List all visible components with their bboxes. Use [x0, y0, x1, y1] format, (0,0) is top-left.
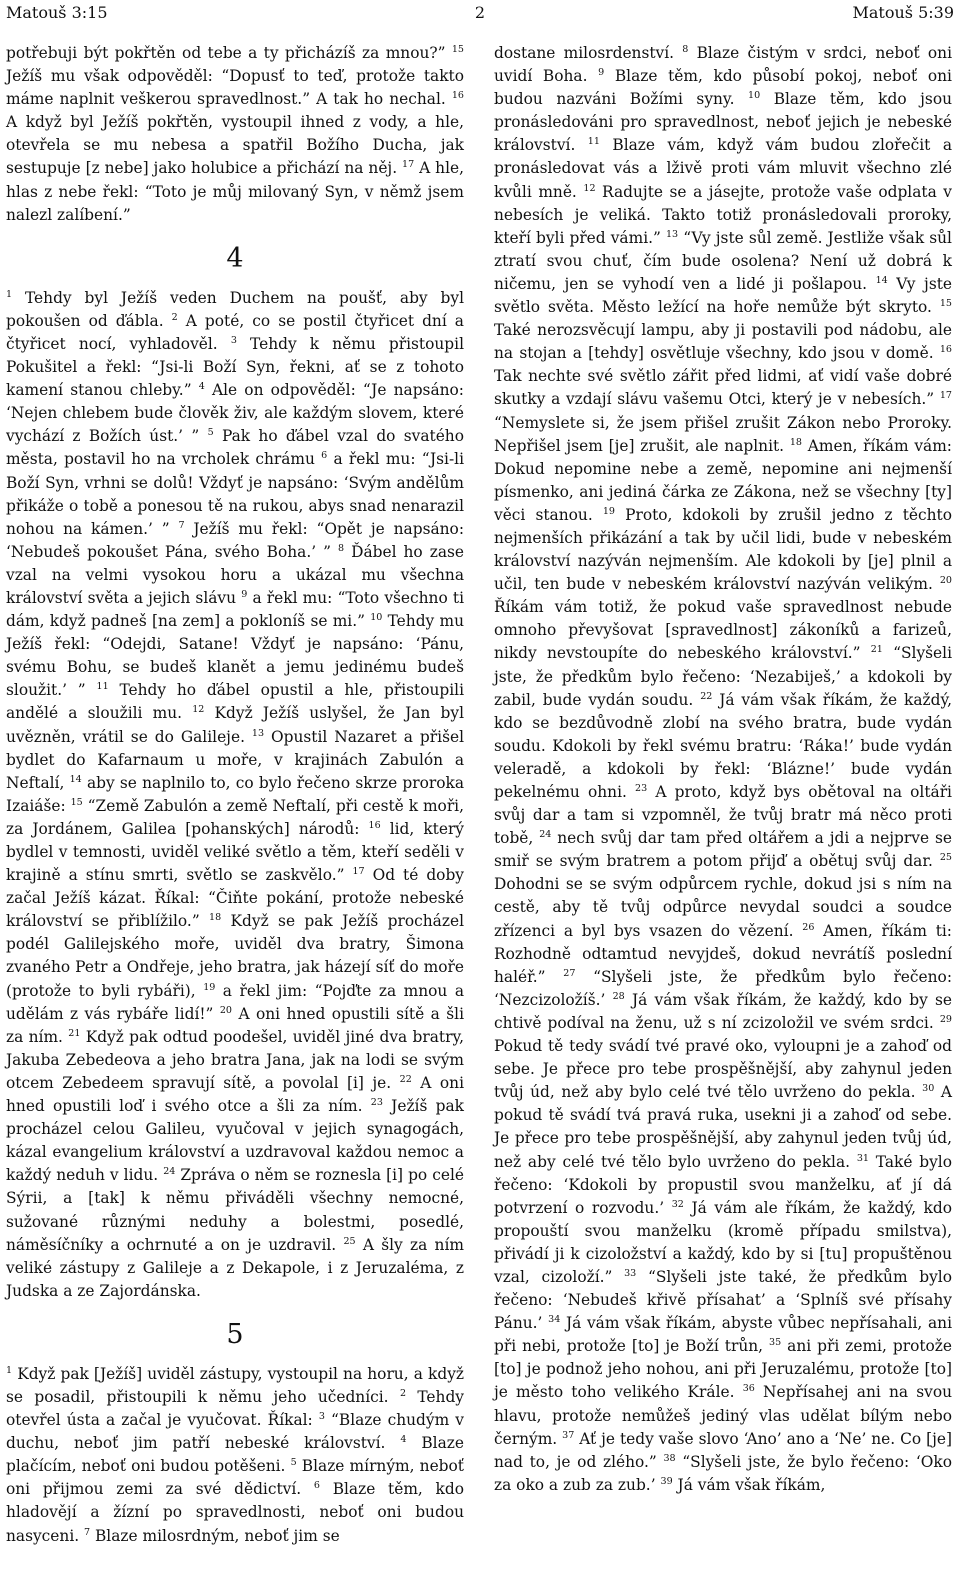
verse-text: Když pak odtud poodešel, uviděl jiné dva bratry, Jakuba Zebedeova a jeho bratra Jana, jak na lodi se svým otcem Zebedeem spravují sítě, a povolal [i] je. — [6, 1027, 464, 1092]
verse-text: “Země Zabulón a země Neftalí, při cestě k moři, za Jordánem, Galilea [pohanských] národů: — [6, 796, 464, 838]
paragraph-chapter-4 — [6, 287, 464, 1303]
verse-number: 10 — [748, 90, 761, 102]
verse-number: 5 — [207, 427, 214, 439]
verse-text: nech svůj dar tam před oltářem a jdi a nejprve se smiř se svým bratrem a potom přijď a obětuj svůj dar. — [494, 829, 952, 871]
verse-text: Blaze čistým v srdci, neboť oni uvidí Boha. — [494, 44, 952, 86]
verse-text: Zpráva o něm se roznesla [i] po celé Sýrii, a [tak] k němu přiváděli všechny nemocné, sužované různými neduhy a bolestmi, posedlé, náměsíčníky a ochrnuté a on je uzdravil. — [6, 1166, 464, 1254]
verse-number: 17 — [402, 159, 415, 171]
verse-number: 21 — [870, 644, 883, 656]
verse-number: 33 — [624, 1267, 637, 1279]
verse-text: Blaze mírným, neboť oni přijmou zemi za své dědictví. — [6, 1457, 464, 1499]
verse-text: “Blaze chudým v duchu, neboť jim patří nebeské království. — [6, 1411, 464, 1453]
verse-number: 24 — [163, 1166, 176, 1178]
verse-text: “Slyšeli jste, že bylo řečeno: ‘Oko za oko a zub za zub.’ — [494, 1452, 952, 1494]
verse-text: Blaze těm, kdo hladovějí a žízní po spravedlnosti, neboť oni budou nasyceni. — [6, 1480, 464, 1545]
verse-text: Já vám však říkám, že každý, kdo by se chtivě podíval na ženu, už s ní zcizoložil ve svém srdci. — [494, 990, 952, 1032]
verse-number: 11 — [587, 136, 600, 148]
verse-text: Ale on odpověděl: “Je napsáno: ‘Nejen chlebem bude člověk živ, ale každým slovem, které vychází z Božích úst.’ ” — [6, 381, 464, 446]
verse-text: aby se naplnilo to, co bylo řečeno skrze proroka Izaiáše: — [6, 773, 464, 815]
verse-number: 23 — [370, 1096, 383, 1108]
verse-text: lid, který bydlel v temnosti, uviděl veliké světlo a těm, kteří seděli v krajině a stínu smrti, světlo se zaskvělo.” — [6, 819, 464, 885]
verse-number: 39 — [660, 1475, 673, 1487]
verse-text: A šly za ním veliké zástupy z Galileje a z Dekapole, i z Jeruzaléma, z Judska a ze Zajordánska. — [6, 1235, 464, 1300]
verse-number: 38 — [663, 1452, 676, 1464]
verse-text: Také bylo řečeno: ‘Kdokoli by propustil svou manželku, ať jí dá potvrzení o rozvodu.’ — [494, 1152, 952, 1217]
verse-number: 22 — [700, 690, 713, 702]
verse-text: Ať je tedy vaše slovo ‘Ano’ ano a ‘Ne’ ne. Co [je] nad to, je od zlého.” — [494, 1429, 952, 1471]
verse-number: 15 — [70, 796, 83, 808]
paragraph-chapter-5-cont — [494, 42, 952, 1497]
verse-number: 21 — [68, 1027, 81, 1039]
verse-number: 22 — [399, 1073, 412, 1085]
verse-text: “Slyšeli jste, že předkům bylo řečeno: ‘Nezcizoložíš.’ — [494, 967, 953, 1009]
verse-text: Blaze milosrdným, neboť jim se — [90, 1526, 340, 1545]
verse-text: Opustil Nazaret a přišel bydlet do Kafarnaum u moře, v krajinách Zabulón a Neftalí, — [6, 727, 464, 792]
verse-number: 6 — [313, 1480, 320, 1492]
verse-number: 12 — [192, 704, 205, 716]
paragraph-chapter-3-end — [6, 42, 464, 227]
verse-number: 18 — [209, 912, 222, 924]
verse-text: Blaze těm, kdo působí pokoj, neboť oni budou nazváni Božími syny. — [494, 67, 952, 109]
verse-text: Od té doby začal Ježíš kázat. Říkal: “Čiňte pokání, protože nebeské království se přiblížilo.” — [6, 866, 464, 931]
verse-text: A proto, když bys obětoval na oltáři svůj dar a tam si vzpomněl, že tvůj bratr má něco proti tobě, — [494, 783, 952, 848]
verse-text: “Slyšeli jste také, že předkům bylo řečeno: ‘Nebudeš křivě přísahat’ a ‘Splníš své přísahy Pánu.’ — [494, 1267, 952, 1333]
verse-text: A pokud tě svádí tvá pravá ruka, usekni ji a zahoď od sebe. Je přece pro tebe prospěšnější, aby zahynul jeden tvůj úd, než aby celé tvé tělo bylo uvrženo do pekla. — [494, 1083, 952, 1171]
page-number: 2 — [474, 3, 486, 22]
verse-number: 1 — [6, 288, 13, 300]
header-left-reference: Matouš 3:15 — [6, 3, 108, 22]
verse-text: Říkám vám totiž, že pokud vaše spravedlnost nebude omnoho převyšovat [spravedlnost] zákoníků a farizeů, nikdy nevstoupíte do nebeského království.” — [494, 598, 952, 663]
verse-number: 15 — [451, 43, 464, 55]
verse-text: potřebuji být pokřtěn od tebe a ty přicházíš za mnou?” — [6, 44, 452, 62]
verse-text: Ježíš mu řekl: “Opět je napsáno: ‘Nebudeš pokoušet Pána, svého Boha.’ ” — [6, 519, 465, 561]
verse-number: 1 — [6, 1364, 13, 1376]
verse-text: A oni hned opustili loď i svého otce a šli za ním. — [6, 1073, 465, 1116]
verse-text: Já vám ale říkám, že každý, kdo propouští svou manželku (kromě případu smilstva), přivádí ji k cizoložství a každý, kdo by si [tu] propuštěnou vzal, cizoloží.” — [494, 1198, 952, 1286]
verse-number: 3 — [318, 1410, 325, 1422]
verse-number: 32 — [671, 1198, 684, 1210]
verse-number: 25 — [939, 852, 952, 864]
paragraph-chapter-5-start — [6, 1363, 464, 1548]
verse-number: 7 — [178, 519, 185, 531]
verse-number: 16 — [939, 344, 952, 356]
verse-number: 2 — [399, 1387, 407, 1399]
verse-number: 3 — [230, 334, 237, 346]
verse-number: 13 — [665, 228, 679, 240]
verse-number: 20 — [219, 1004, 232, 1016]
verse-number: 14 — [875, 274, 888, 286]
verse-number: 11 — [96, 681, 109, 693]
verse-text: Když pak [Ježíš] uviděl zástupy, vystoupil na horu, a když se posadil, přistoupili k němu jeho učedníci. — [6, 1364, 464, 1406]
verse-text: Pak ho ďábel vzal do svatého města, postavil ho na vrcholek chrámu — [6, 427, 464, 469]
verse-text: Radujte se a jásejte, protože vaše odplata v nebesích je veliká. Takto totiž pronásledovali proroky, kteří byli před vámi.” — [494, 182, 952, 247]
verse-number: 35 — [769, 1337, 782, 1349]
verse-number: 16 — [451, 90, 464, 102]
verse-text: a řekl mu: “Jsi-li Boží Syn, vrhni se dolů! Vždyť je napsáno: ‘Svým andělům přikáže o tobě a ponesou tě na rukou, abys snad nenarazil nohou na kámen.’ ” — [6, 450, 464, 538]
verse-number: 24 — [539, 829, 552, 841]
verse-text: ani při zemi, protože [to] je podnož jeho nohou, ani při Jeruzalému, protože [to] je město toho velikého Krále. — [494, 1337, 952, 1402]
verse-text: Ďábel ho zase vzal na velmi vysokou horu a ukázal mu všechna království světa a jejich slávu — [6, 542, 465, 607]
verse-text: Tehdy otevřel ústa a začal je vyučovat. Říkal: — [6, 1387, 465, 1430]
verse-text: A oni hned opustili sítě a šli za ním. — [6, 1004, 464, 1046]
verse-text: Dohodni se se svým odpůrcem rychle, dokud jsi s ním na cestě, aby tě tvůj odpůrce nevydal soudci a soudce zřízenci a byl bys vsazen do vězení. — [494, 875, 952, 940]
verse-number: 30 — [922, 1083, 935, 1095]
verse-text: Tehdy k němu přistoupil Pokušitel a řekl: “Jsi-li Boží Syn, řekni, ať se z tohoto kamení stanou chleby.” — [6, 334, 464, 400]
verse-text: Když Ježíš uslyšel, že Jan byl uvězněn, vrátil se do Galileje. — [6, 704, 464, 746]
verse-number: 20 — [939, 575, 952, 587]
verse-number: 31 — [856, 1152, 869, 1164]
verse-text: Tehdy ho ďábel opustil a hle, přistoupili andělé a sloužili mu. — [6, 681, 465, 723]
verse-number: 16 — [368, 819, 381, 831]
verse-text: Proto, kdokoli by zrušil jedno z těchto nejmenších přikázání a tak by učil lidi, bude v nebeském království nazýván nejmenším. Ale kdokoli by [je] plnil a učil, ten bude v nebeském království nazýván velikým. — [494, 505, 952, 594]
verse-number: 25 — [343, 1235, 356, 1247]
verse-text: Blaze plačícím, neboť oni budou potěšeni. — [6, 1434, 464, 1476]
chapter-heading-5: 5 — [226, 1318, 244, 1350]
chapter-heading-4: 4 — [226, 242, 244, 274]
verse-number: 2 — [171, 311, 178, 323]
verse-number: 8 — [682, 43, 689, 55]
verse-text: Amen, říkám ti: Rozhodně odtamtud nevyjdeš, dokud nevrátíš poslední haléř.” — [494, 921, 952, 986]
verse-number: 19 — [203, 981, 216, 993]
verse-text: Tak nechte své světlo zářit před lidmi, ať vidí vaše dobré skutky a vzdají slávu vašemu Otci, který je v nebesích.” — [494, 367, 952, 409]
verse-text: Já vám však říkám, — [672, 1475, 826, 1494]
verse-number: 26 — [802, 921, 815, 933]
verse-number: 9 — [241, 588, 248, 600]
verse-text: Blaze těm, kdo jsou pronásledováni pro spravedlnost, neboť jejich je nebeské království. — [494, 90, 952, 155]
verse-text: Blaze vám, když vám budou zlořečit a pronásledovat vás a lživě proti vám mluvit všechno zlé kvůli mně. — [494, 136, 952, 201]
page-header — [6, 3, 954, 25]
verse-number: 37 — [562, 1429, 575, 1441]
verse-number: 6 — [321, 450, 328, 462]
verse-text: dostane milosrdenství. — [494, 44, 683, 62]
verse-number: 15 — [939, 297, 952, 309]
verse-text: Když se pak Ježíš procházel podél Galilejského moře, uviděl dva bratry, Šimona zvaného Petr a Ondřeje, jeho bratra, jak házejí síť do moře (protože to byli rybáři), — [6, 912, 464, 1000]
verse-text: A poté, co se postil čtyřicet dní a čtyřicet nocí, vyhladověl. — [6, 311, 464, 353]
verse-text: Nepřísahej ani na svou hlavu, protože nemůžeš jediný vlas udělat bílým nebo černým. — [494, 1383, 952, 1448]
verse-number: 14 — [69, 773, 82, 785]
verse-text: Tehdy byl Ježíš veden Duchem na poušť, aby byl pokoušen od ďábla. — [6, 288, 464, 330]
verse-text: Ježíš mu však odpověděl: “Dopusť to teď, protože takto máme naplnit veškerou spravedlnost.” A tak ho nechal. — [6, 67, 464, 109]
verse-number: 29 — [939, 1013, 952, 1025]
verse-number: 10 — [370, 611, 383, 623]
verse-number: 8 — [338, 542, 345, 554]
verse-number: 13 — [251, 727, 265, 739]
right-column — [494, 42, 952, 1497]
verse-text: Také nerozsvěcují lampu, aby ji postavili pod nádobu, ale na stojan a [tehdy] osvětluje všechny, kdo jsou v domě. — [494, 321, 952, 363]
verse-text: Já vám však říkám, abyste vůbec nepřísahali, ani při nebi, protože [to] je Boží trůn, — [494, 1314, 952, 1356]
verse-number: 9 — [598, 66, 605, 78]
verse-number: 4 — [400, 1434, 407, 1446]
verse-text: Pokud tě tedy svádí tvé pravé oko, vyloupni je a zahoď od sebe. Je přece pro tebe prospěšnější, aby zahynul jeden tvůj úd, než aby bylo celé tvé tělo uvrženo do pekla. — [494, 1037, 952, 1102]
verse-number: 5 — [290, 1457, 297, 1469]
verse-number: 17 — [939, 390, 952, 402]
verse-text: “Vy jste sůl země. Jestliže však sůl ztratí svou chuť, čím bude osolena? Není už dobrá k ničemu, jen se vyhodí ven a lidé ji pošlapou. — [494, 228, 952, 293]
verse-text: Vy jste světlo světa. Město ležící na hoře nemůže být skryto. — [494, 274, 953, 317]
verse-text: Tehdy mu Ježíš řekl: “Odejdi, Satane! Vždyť je napsáno: ‘Pánu, svému Bohu, se budeš klanět a jemu jedinému budeš sloužit.’ ” — [6, 612, 464, 700]
verse-number: 36 — [742, 1383, 755, 1395]
verse-text: a řekl jim: “Pojďte za mnou a udělám z vás rybáře lidí!” — [6, 981, 464, 1023]
left-column — [6, 42, 464, 1548]
verse-text: Ježíš pak procházel celou Galileu, vyučoval v jejich synagogách, kázal evangelium království a uzdravoval každou nemoc a každý neduh v lidu. — [6, 1097, 464, 1185]
verse-text: “Slyšeli jste, že předkům bylo řečeno: ‘Nezabiješ,’ a kdokoli by zabil, bude vydán soudu. — [494, 644, 952, 709]
verse-number: 28 — [612, 990, 625, 1002]
verse-number: 17 — [352, 865, 365, 877]
verse-number: 23 — [635, 782, 648, 794]
verse-number: 4 — [198, 381, 205, 392]
verse-text: A když byl Ježíš pokřtěn, vystoupil ihned z vody, a hle, otevřela se mu nebesa a spatřil Božího Ducha, jak sestupuje [z nebe] jako holubice a přichází na něj. — [6, 113, 464, 178]
verse-text: Já vám však říkám, že každý, kdo se bezdůvodně zlobí na svého bratra, bude vydán soudu. Kdokoli by řekl svému bratru: ‘Ráka!’ bude vydán veleradě, a kdokoli by řekl: ‘Blázne!’ bude vydán pekelnému ohni. — [494, 690, 953, 801]
verse-text: A hle, hlas z nebe řekl: “Toto je můj milovaný Syn, v němž jsem nalezl zalíbení.” — [6, 159, 464, 224]
verse-number: 34 — [548, 1314, 561, 1326]
header-right-reference: Matouš 5:39 — [852, 3, 954, 22]
verse-number: 19 — [602, 505, 615, 517]
verse-text: a řekl mu: “Toto všechno ti dám, když padneš [na zem] a pokloníš se mi.” — [6, 588, 464, 631]
verse-number: 7 — [84, 1526, 91, 1538]
verse-text: “Nemyslete si, že jsem přišel zrušit Zákon nebo Proroky. Nepřišel jsem [je] zrušit, ale naplnit. — [494, 413, 952, 455]
verse-number: 27 — [563, 967, 576, 979]
verse-number: 12 — [583, 182, 596, 194]
verse-number: 18 — [789, 436, 802, 448]
verse-text: Amen, říkám vám: Dokud nepomine nebe a země, nepomine ani nejmenší písmenko, ani jediná čárka ze Zákona, než se všechny [ty] věci stanou. — [494, 436, 952, 524]
